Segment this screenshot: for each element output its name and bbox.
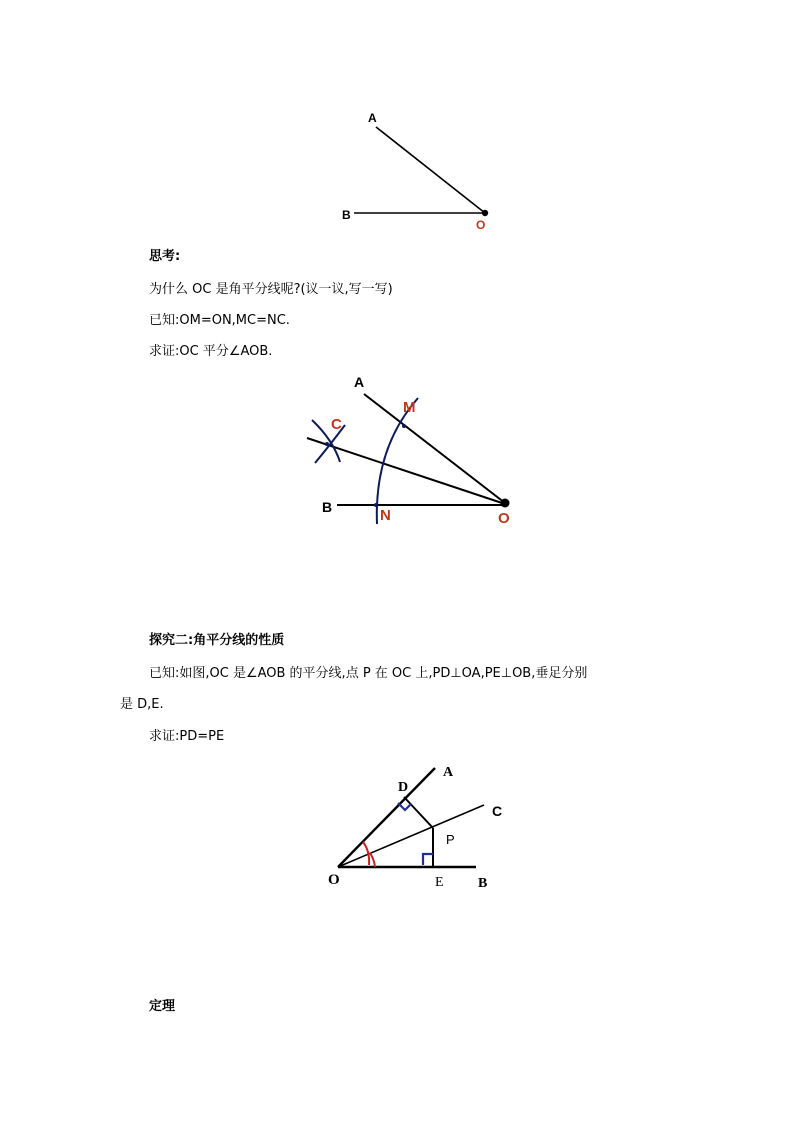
right-angle-mark-e	[423, 854, 433, 865]
theorem-heading: 定理	[149, 999, 176, 1014]
fig3-label-e: E	[435, 875, 444, 890]
explore-given-line2: 是 D,E.	[120, 697, 164, 712]
angle-arc-1	[363, 842, 369, 865]
think-given: 已知:OM=ON,MC=NC.	[149, 313, 290, 328]
fig3-label-p: P	[446, 832, 455, 847]
ray-oc	[338, 805, 484, 867]
fig1-label-b: B	[342, 208, 351, 222]
right-angle-mark-d	[398, 803, 411, 810]
fig1-label-o: O	[476, 218, 486, 232]
think-question: 为什么 OC 是角平分线呢?(议一议,写一写)	[149, 282, 393, 297]
fig3-label-b: B	[478, 876, 488, 891]
fig2-label-n: N	[380, 507, 391, 524]
fig3-label-d: D	[398, 780, 409, 795]
explore-given-line1: 已知:如图,OC 是∠AOB 的平分线,点 P 在 OC 上,PD⊥OA,PE⊥OB,垂足分别	[149, 666, 588, 681]
explore-prove: 求证:PD=PE	[149, 729, 225, 744]
segment-pd	[404, 797, 433, 828]
ray-oa	[338, 768, 435, 867]
fig2-label-m: M	[403, 399, 416, 416]
fig2-label-a: A	[354, 374, 365, 390]
fig1-label-a: A	[368, 111, 377, 125]
angle-arc-2	[370, 853, 375, 867]
think-prove: 求证:OC 平分∠AOB.	[149, 344, 273, 359]
fig3-label-o: O	[328, 872, 340, 888]
fig2-label-b: B	[322, 499, 333, 515]
fig3-label-c: C	[492, 803, 503, 819]
explore-heading: 探究二:角平分线的性质	[149, 633, 285, 648]
think-heading: 思考:	[149, 249, 181, 264]
fig2-label-c: C	[331, 416, 342, 433]
fig3-label-a: A	[443, 765, 454, 780]
fig2-label-o: O	[498, 510, 510, 527]
